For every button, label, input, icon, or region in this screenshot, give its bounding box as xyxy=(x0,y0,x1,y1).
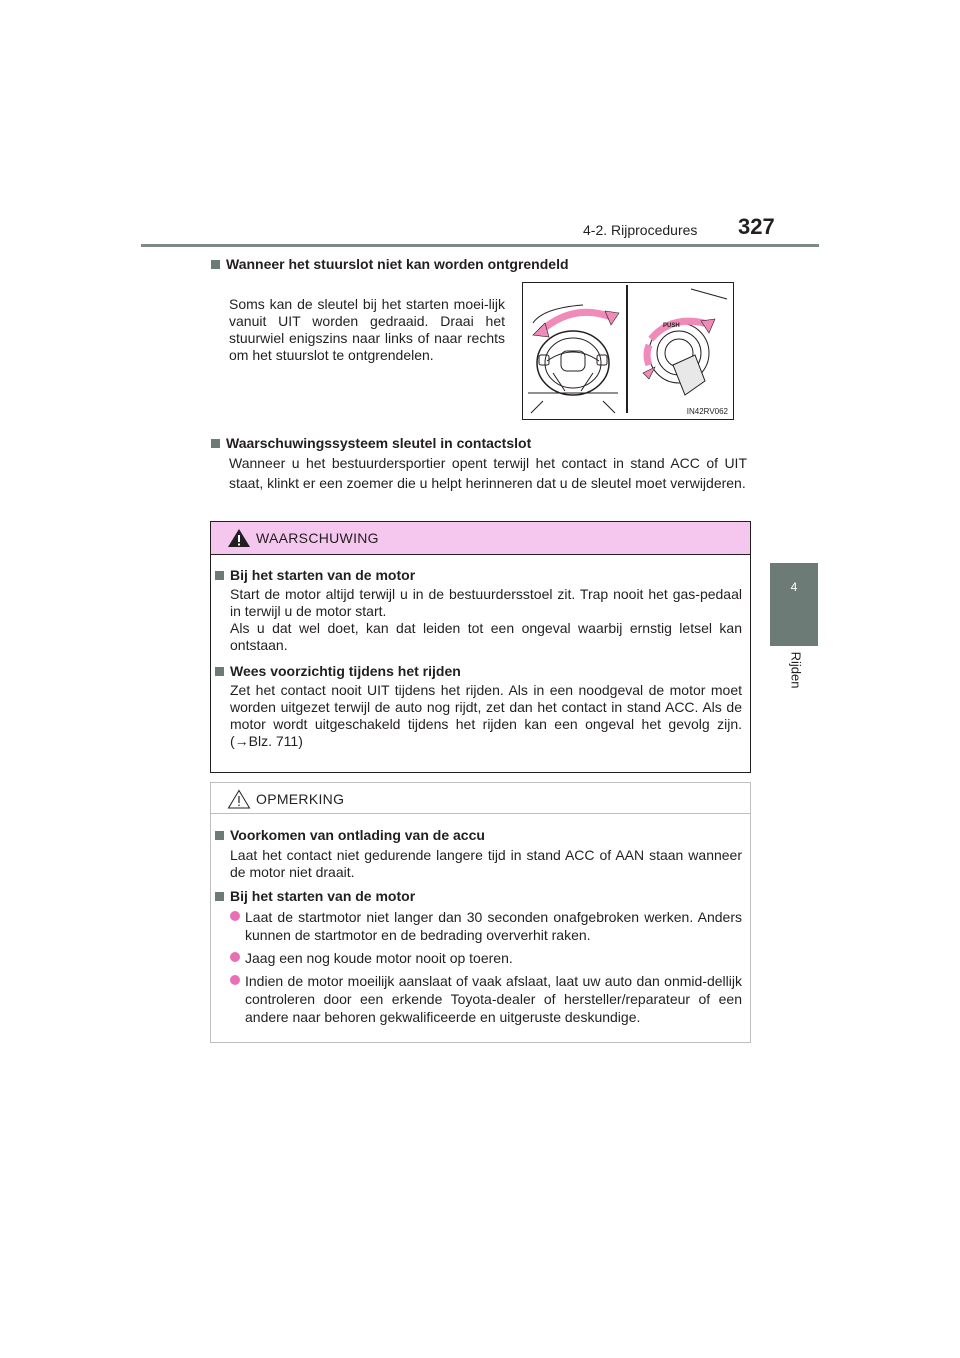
notice-title: OPMERKING xyxy=(256,791,345,807)
notice-item: Voorkomen van ontlading van de accu Laat het contact niet gedurende langere tijd in stand ACC of AAN staan wanneer de motor niet draait. xyxy=(215,826,742,881)
square-bullet-icon xyxy=(215,667,224,676)
notice-item: Bij het starten van de motor Laat de startmotor niet langer dan 30 seconden onafgebroken werken. Anders kunnen de startmotor en de bedrading oververhit raken. Jaag een nog koude motor nooit op toeren. Indien de motor moeilijk aanslaat of vaak afslaat, laat uw auto dan onmid-dellijk controleren door een erkende Toyota-dealer of hersteller/reparateur of een andere naar behoren gekwalificeerde en uitgeruste deskundige. xyxy=(215,887,742,1026)
warning-title: WAARSCHUWING xyxy=(256,530,379,546)
chapter-label: Rijden xyxy=(788,651,804,689)
square-bullet-icon xyxy=(215,892,224,901)
push-label: PUSH xyxy=(663,323,680,329)
bullet-dot-icon xyxy=(230,975,240,985)
section-title: 4-2. Rijprocedures xyxy=(583,222,698,238)
list-item: Jaag een nog koude motor nooit op toeren. xyxy=(215,949,742,967)
section-heading: Wanneer het stuurslot niet kan worden ontgrendeld xyxy=(211,255,569,273)
steering-wheel-illustration xyxy=(523,283,733,419)
section-text: Wanneer u het bestuurdersportier opent terwijl het contact in stand ACC of UIT staat, klinkt er een zoemer die u helpt herinneren dat u de sleutel moet verwijderen. xyxy=(229,455,747,491)
warning-triangle-icon xyxy=(227,528,251,548)
warning-item: Bij het starten van de motor Start de motor altijd terwijl u in de bestuurdersstoel zit. Trap nooit het gas-pedaal in terwijl u de motor start. Als u dat wel doet, kan dat leiden tot een ongeval waarbij ernstig letsel kan ontstaan. xyxy=(215,566,742,654)
caution-outline-icon xyxy=(227,789,251,809)
warning-item: Wees voorzichtig tijdens het rijden Zet het contact nooit UIT tijdens het rijden. Als in een noodgeval de motor moet worden uitgezet terwijl de auto nog rijdt, zet dan het contact in stand ACC. Als de motor wordt uitgeschakeld tijdens het rijden kan een ongeval het gevolg zijn. (→Blz. 711) xyxy=(215,662,742,750)
section-heading: Waarschuwingssysteem sleutel in contactslot xyxy=(211,434,531,452)
bullet-dot-icon xyxy=(230,952,240,962)
warning-box xyxy=(210,521,751,773)
list-item: Laat de startmotor niet langer dan 30 seconden onafgebroken werken. Anders kunnen de startmotor en de bedrading oververhit raken. xyxy=(215,908,742,944)
header-rule xyxy=(141,244,819,247)
notice-header xyxy=(211,783,750,814)
square-bullet-icon xyxy=(211,260,220,269)
chapter-number: 4 xyxy=(790,580,798,594)
chapter-tab xyxy=(770,563,818,646)
bullet-dot-icon xyxy=(230,911,240,921)
square-bullet-icon xyxy=(215,831,224,840)
square-bullet-icon xyxy=(211,439,220,448)
square-bullet-icon xyxy=(215,571,224,580)
section-text: Soms kan de sleutel bij het starten moei-lijk vanuit UIT worden gedraaid. Draai het stuurwiel enigszins naar links of naar rechts om het stuurslot te ontgrendelen. xyxy=(229,296,505,363)
notice-box xyxy=(210,782,751,1043)
page-number: 327 xyxy=(738,214,775,239)
figure-code: IN42RV062 xyxy=(686,407,728,416)
steering-lock-figure xyxy=(522,282,734,420)
warning-header xyxy=(211,522,750,555)
list-item: Indien de motor moeilijk aanslaat of vaak afslaat, laat uw auto dan onmid-dellijk controleren door een erkende Toyota-dealer of hersteller/reparateur of een andere naar behoren gekwalificeerde en uitgeruste deskundige. xyxy=(215,972,742,1026)
